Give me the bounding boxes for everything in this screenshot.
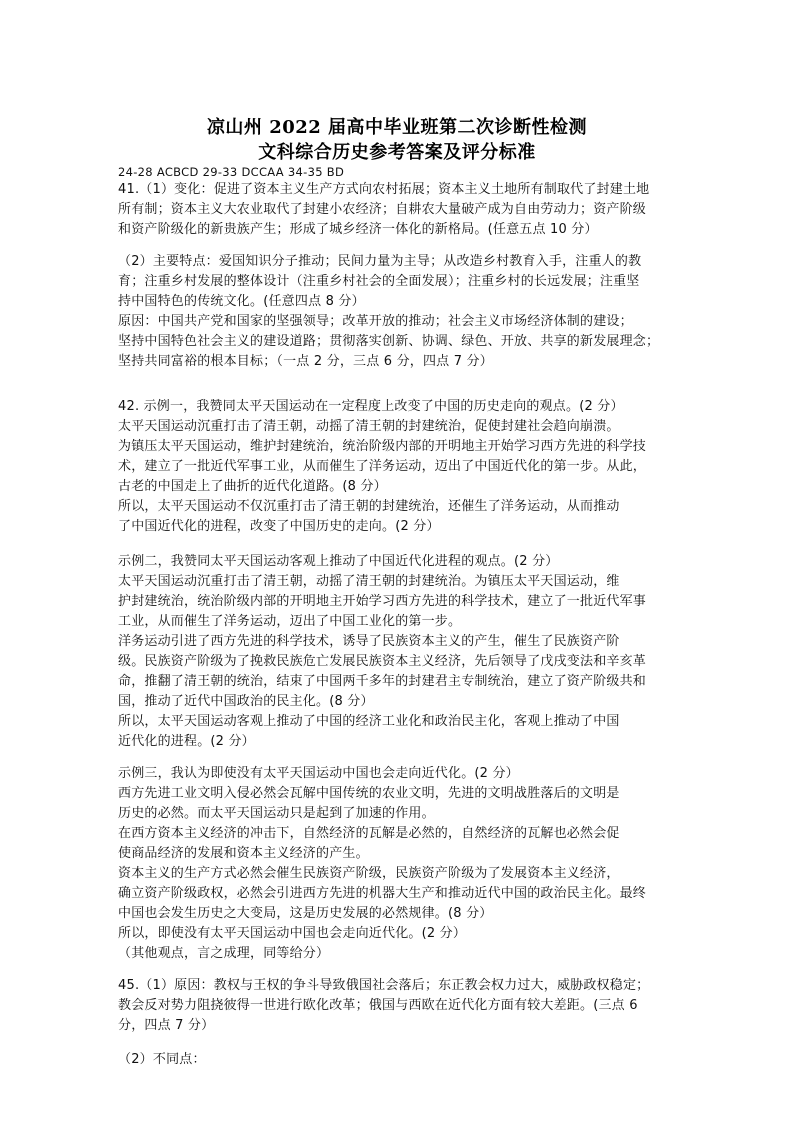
text-line: 西方先进工业文明入侵必然会瓦解中国传统的农业文明，先进的文明战胜落后的文明是 bbox=[118, 786, 620, 801]
text-line: 了中国近代化的进程，改变了中国历史的走向。(2 分） bbox=[118, 519, 440, 534]
text-line: 资本主义的生产方式必然会催生民族资产阶级，民族资产阶级为了发展资本主义经济， bbox=[118, 866, 620, 881]
text-line: 洋务运动引进了西方先进的科学技术，诱导了民族资本主义的产生，催生了民族资产阶 bbox=[118, 634, 620, 649]
text-line: 示例二，我赞同太平天国运动客观上推动了中国近代化进程的观点。(2 分） bbox=[118, 554, 559, 569]
text-line: 42. 示例一，我赞同太平天国运动在一定程度上改变了中国的历史走向的观点。(2 分） bbox=[118, 399, 624, 414]
text-line: 教会反对势力阻挠彼得一世进行欧化改革；俄国与西欧在近代化方面有较大差距。(三点 6 bbox=[118, 998, 638, 1013]
text-line: 确立资产阶级政权，必然会引进西方先进的机器大生产和推动近代中国的政治民主化。最终 bbox=[118, 886, 647, 901]
text-line: 古老的中国走上了曲折的近代化道路。(8 分） bbox=[118, 479, 387, 494]
text-line: （2）主要特点：爱国知识分子推动；民间力量为主导；从改造乡村教育入手，注重人的教 bbox=[118, 254, 642, 269]
text-line: 工业，从而催生了洋务运动，迈出了中国工业化的第一步。 bbox=[118, 614, 462, 629]
text-line: 护封建统治，统治阶级内部的开明地主开始学习西方先进的科学技术，建立了一批近代军事 bbox=[118, 594, 647, 609]
text-line: 所以，太平天国运动不仅沉重打击了清王朝的封建统治，还催生了洋务运动，从而推动 bbox=[118, 499, 620, 514]
text-line: 在西方资本主义经济的冲击下，自然经济的瓦解是必然的，自然经济的瓦解也必然会促 bbox=[118, 826, 620, 841]
text-line: 太平天国运动沉重打击了清王朝，动摇了清王朝的封建统治。为镇压太平天国运动，维 bbox=[118, 574, 620, 589]
text-line: 太平天国运动沉重打击了清王朝，动摇了清王朝的封建统治，促使封建社会趋向崩溃。 bbox=[118, 419, 620, 434]
text-line: 术，建立了一批近代军事工业，从而催生了洋务运动，迈出了中国近代化的第一步。从此， bbox=[118, 459, 647, 474]
text-line: 国，推动了近代中国政治的民主化。(8 分） bbox=[118, 694, 374, 709]
text-line: 使商品经济的发展和资本主义经济的产生。 bbox=[118, 846, 369, 861]
document-subtitle: 文科综合历史参考答案及评分标准 bbox=[258, 142, 536, 163]
text-line: 41.（1）变化：促进了资本主义生产方式向农村拓展；资本主义土地所有制取代了封建土地 bbox=[118, 182, 650, 197]
mcq-answers: 24-28 ACBCD 29-33 DCCAA 34-35 BD bbox=[118, 165, 345, 179]
text-line: 原因：中国共产党和国家的坚强领导；改革开放的推动；社会主义市场经济体制的建设； bbox=[118, 314, 633, 329]
text-line: 为镇压太平天国运动，维护封建统治，统治阶级内部的开明地主开始学习西方先进的科学技 bbox=[118, 439, 647, 454]
text-line: 分，四点 7 分） bbox=[118, 1018, 215, 1033]
text-line: 45.（1）原因：教权与王权的争斗导致俄国社会落后；东正教会权力过大，威胁政权稳定； bbox=[118, 978, 650, 993]
text-line: 坚持中国特色社会主义的建设道路；贯彻落实创新、协调、绿色、开放、共享的新发展理念； bbox=[118, 334, 660, 349]
text-line: 所有制；资本主义大农业取代了封建小农经济；自耕农大量破产成为自由劳动力；资产阶级 bbox=[118, 202, 647, 217]
text-line: 级。民族资产阶级为了挽救民族危亡发展民族资本主义经济，先后领导了戊戌变法和辛亥革 bbox=[118, 654, 647, 669]
text-line: 中国也会发生历史之大变局，这是历史发展的必然规律。(8 分） bbox=[118, 906, 493, 921]
text-line: 和资产阶级化的新贵族产生；形成了城乡经济一体化的新格局。(任意五点 10 分） bbox=[118, 222, 598, 237]
text-line: 所以，太平天国运动客观上推动了中国的经济工业化和政治民主化，客观上推动了中国 bbox=[118, 714, 620, 729]
text-line: 持中国特色的传统文化。(任意四点 8 分） bbox=[118, 294, 365, 309]
text-line: 所以，即使没有太平天国运动中国也会走向近代化。(2 分） bbox=[118, 926, 467, 941]
text-line: 育；注重乡村发展的整体设计（注重乡村社会的全面发展）；注重乡村的长远发展；注重坚 bbox=[118, 274, 640, 289]
text-line: 命，推翻了清王朝的统治，结束了中国两千多年的封建君主专制统治，建立了资产阶级共和 bbox=[118, 674, 647, 689]
text-line: （其他观点，言之成理，同等给分） bbox=[118, 946, 330, 961]
text-line: 历史的必然。而太平天国运动只是起到了加速的作用。 bbox=[118, 806, 435, 821]
text-line: 近代化的进程。(2 分） bbox=[118, 734, 255, 749]
text-line: （2）不同点： bbox=[118, 1052, 206, 1067]
document-title: 凉山州 2022 届高中毕业班第二次诊断性检测 bbox=[206, 117, 588, 138]
text-line: 示例三，我认为即使没有太平天国运动中国也会走向近代化。(2 分） bbox=[118, 766, 519, 781]
text-line: 坚持共同富裕的根本目标；（一点 2 分，三点 6 分，四点 7 分） bbox=[118, 354, 493, 369]
